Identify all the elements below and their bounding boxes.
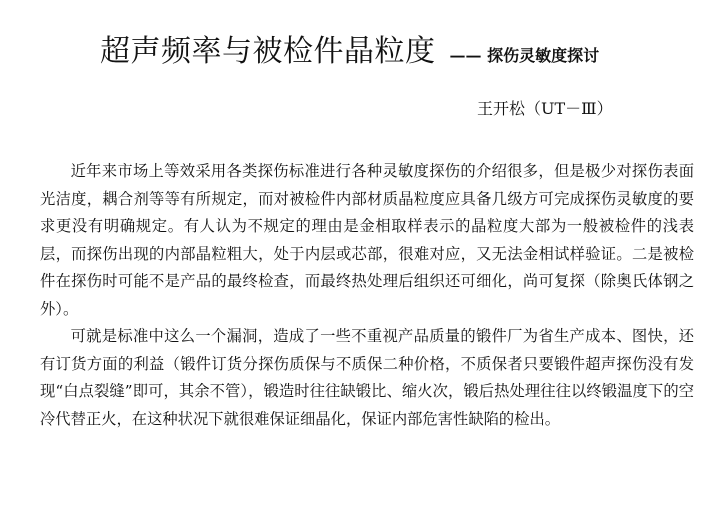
article-title: 超声频率与被检件晶粒度 [100, 34, 436, 69]
article-author: 王开松（UT－Ⅲ） [477, 99, 613, 118]
article-body [40, 158, 694, 433]
article-subtitle: —— 探伤灵敏度探讨 [449, 46, 600, 65]
title-row [100, 26, 599, 70]
paragraph: 可就是标准中这么一个漏洞，造成了一些不重视产品质量的锻件厂为省生产成本、图快，还有订货方面的利益（锻件订货分探伤质保与不质保二种价格，不质保者只要锻件超声探伤没有发现“白点裂缝”即可，其余不管），锻造时往往缺锻比、缩火次，锻后热处理往往以终锻温度下的空冷代替正火，在这种状况下就很难保证细晶化，保证内部危害性缺陷的检出。 [40, 327, 694, 428]
paragraph: 近年来市场上等效采用各类探伤标准进行各种灵敏度探伤的介绍很多，但是极少对探伤表面光洁度，耦合剂等等有所规定，而对被检件内部材质晶粒度应具备几级方可完成探伤灵敏度的要求更没有明确规定。有人认为不规定的理由是金相取样表示的晶粒度大部为一般被检件的浅表层，而探伤出现的内部晶粒粗大，处于内层或芯部，很难对应，又无法金相试样验证。二是被检件在探伤时可能不是产品的最终检查，而最终热处理后组织还可细化，尚可复探（除奥氏体钢之外）。 [40, 162, 694, 318]
